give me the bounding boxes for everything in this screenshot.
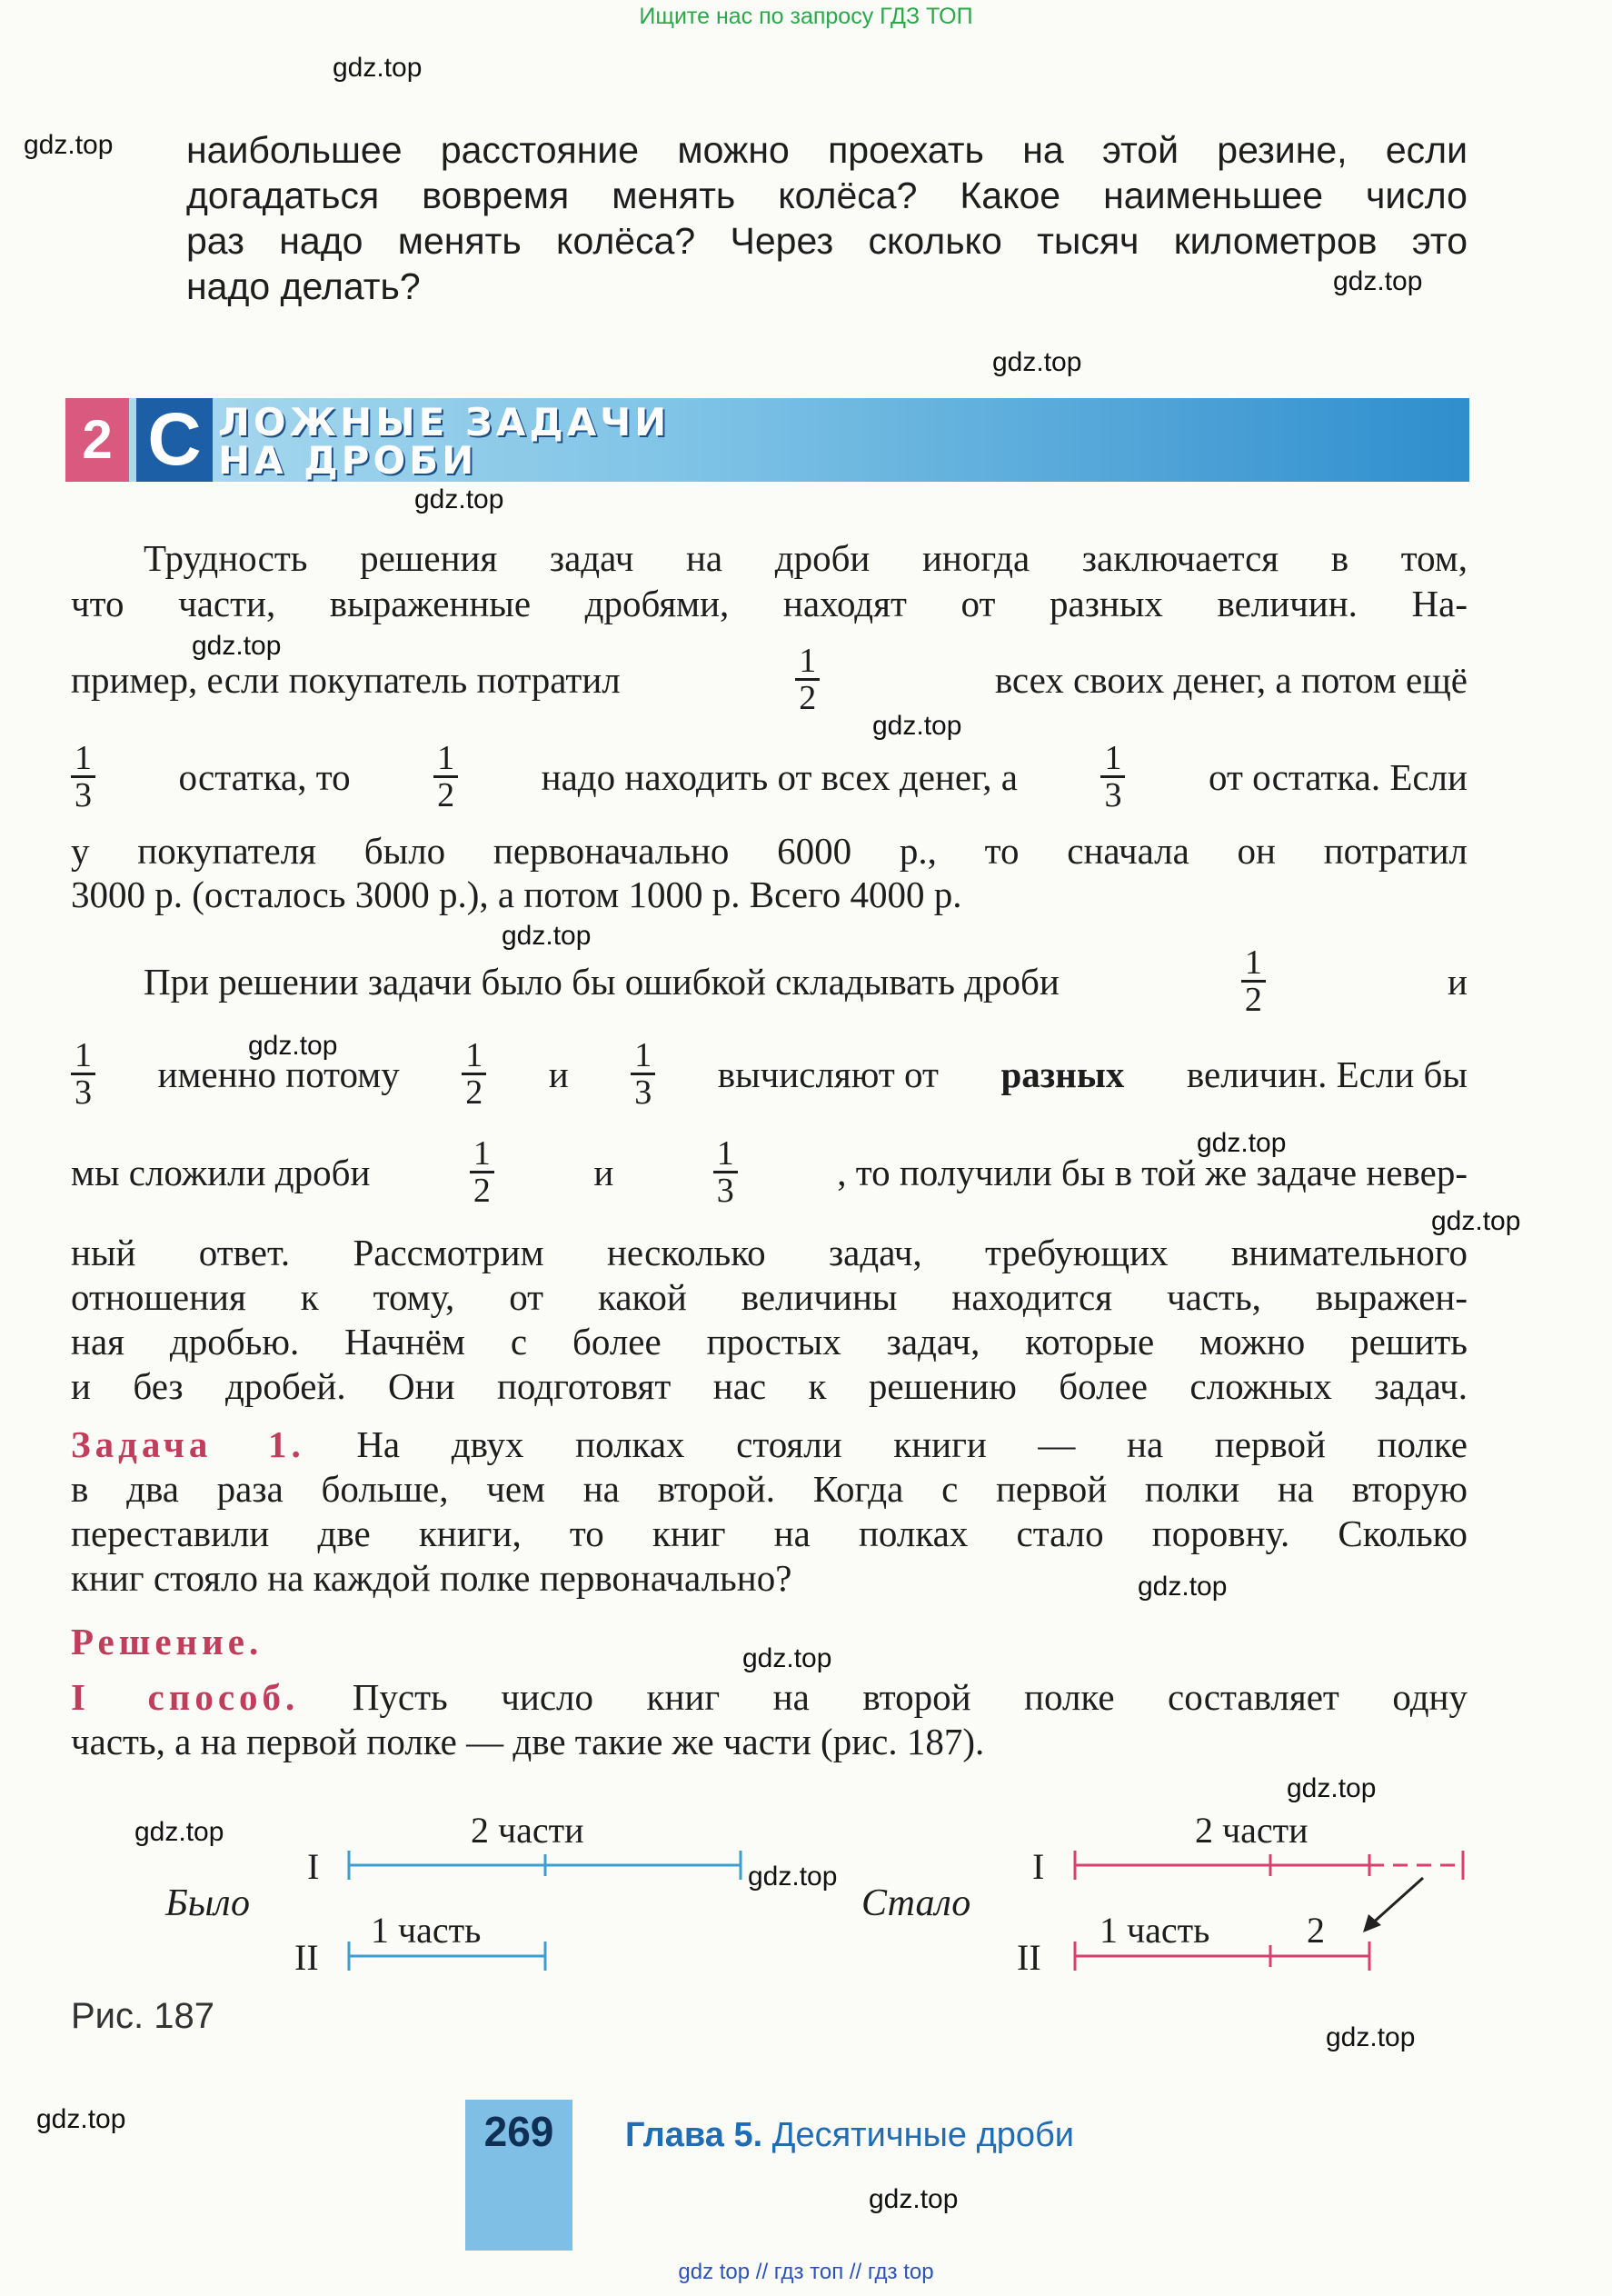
one-part-label: 1 часть bbox=[1100, 1910, 1210, 1951]
task-line: в два раза больше, чем на второй. Когда с первой полки на вторую bbox=[71, 1468, 1468, 1510]
watermark: gdz.top bbox=[502, 921, 592, 951]
fraction-half: $\frac{1}{2}$ bbox=[470, 1136, 494, 1208]
p1-line: 3000 р. (осталось 3000 р.), а потом 1000 р. Всего 4000 р. bbox=[71, 873, 962, 915]
fraction-half: $\frac{1}{2}$ bbox=[795, 644, 820, 715]
p2-line: и без дробей. Они подготовят нас к решению более сложных задач. bbox=[71, 1365, 1468, 1407]
two-parts-label: 2 части bbox=[1195, 1810, 1309, 1851]
p1-line: $\frac{1}{3}$ остатка, то $\frac{1}{2}$ надо находить от всех денег, а $\frac{1}{3}$ от остатка. Если bbox=[71, 741, 1468, 813]
figure-caption: Рис. 187 bbox=[71, 1996, 214, 2036]
shelf-2-label: II bbox=[294, 1937, 319, 1978]
top-banner[interactable]: Ищите нас по запросу ГДЗ ТОП bbox=[639, 4, 973, 29]
watermark: gdz.top bbox=[742, 1643, 832, 1673]
intro-line: догадаться вовремя менять колёса? Какое наименьшее число bbox=[186, 175, 1468, 216]
watermark: gdz.top bbox=[36, 2104, 126, 2134]
fraction-third: $\frac{1}{3}$ bbox=[631, 1038, 655, 1110]
fraction-third: $\frac{1}{3}$ bbox=[71, 741, 95, 813]
watermark: gdz.top bbox=[333, 53, 423, 83]
watermark: gdz.top bbox=[1138, 1572, 1228, 1602]
p2-line: $\frac{1}{3}$ именно потому $\frac{1}{2}$ и $\frac{1}{3}$ вычисляют от разных величин. Если бы bbox=[71, 1038, 1468, 1110]
section-initial: С bbox=[136, 398, 213, 482]
move-arrow bbox=[1363, 1878, 1423, 1932]
p1-line: у покупателя было первоначально 6000 р., то сначала он потратил bbox=[71, 830, 1468, 872]
p1-line: Трудность решения задач на дроби иногда заключается в том, bbox=[144, 537, 1468, 579]
watermark: gdz.top bbox=[414, 484, 504, 514]
intro-line: наибольшее расстояние можно проехать на этой резине, если bbox=[186, 129, 1468, 171]
solution-label: Решение. bbox=[71, 1621, 264, 1662]
after-segments bbox=[1075, 1851, 1463, 1971]
two-parts-label: 2 части bbox=[471, 1810, 584, 1851]
p1-line: пример, если покупатель потратил $\frac{1}{2}$ всех своих денег, а потом ещё bbox=[71, 642, 1468, 717]
p2-line: отношения к тому, от какой величины находится часть, выражен- bbox=[71, 1276, 1468, 1318]
watermark: gdz.top bbox=[24, 130, 114, 160]
watermark: gdz.top bbox=[872, 711, 962, 741]
watermark: gdz.top bbox=[1431, 1206, 1521, 1236]
watermark: gdz.top bbox=[134, 1817, 224, 1847]
task-line: переставили две книги, то книг на полках стало поровну. Сколько bbox=[71, 1512, 1468, 1554]
fraction-half: $\frac{1}{2}$ bbox=[1241, 945, 1266, 1017]
solution-line: I способ. Пусть число книг на второй полке составляет одну bbox=[71, 1676, 1468, 1718]
fraction-third: $\frac{1}{3}$ bbox=[1100, 741, 1125, 813]
p2-line: ный ответ. Рассмотрим несколько задач, требующих внимательного bbox=[71, 1232, 1468, 1273]
fraction-half: $\frac{1}{2}$ bbox=[433, 741, 458, 813]
p2-line: При решении задачи было бы ошибкой складывать дроби $\frac{1}{2}$ и bbox=[144, 943, 1468, 1019]
section-number: 2 bbox=[65, 398, 129, 482]
watermark: gdz.top bbox=[1197, 1128, 1287, 1158]
p2-line: ная дробью. Начнём с более простых задач, которые можно решить bbox=[71, 1321, 1468, 1363]
shelf-1-label: I bbox=[1032, 1846, 1045, 1887]
task-label: Задача 1. bbox=[71, 1423, 305, 1465]
intro-line: надо делать? bbox=[186, 265, 421, 307]
moved-books-label: 2 bbox=[1307, 1910, 1325, 1951]
before-segments bbox=[349, 1851, 741, 1971]
p2-line: мы сложили дроби $\frac{1}{2}$ и $\frac{1}{3}$ , то получили бы в той же задаче невер- bbox=[71, 1134, 1468, 1210]
section-title-line2: НА ДРОБИ bbox=[218, 438, 478, 483]
task-line: книг стояло на каждой полке первоначально? bbox=[71, 1557, 792, 1599]
fraction-third: $\frac{1}{3}$ bbox=[713, 1136, 738, 1208]
watermark: gdz.top bbox=[192, 631, 282, 661]
watermark: gdz.top bbox=[992, 347, 1082, 377]
watermark: gdz.top bbox=[869, 2184, 959, 2214]
fraction-half: $\frac{1}{2}$ bbox=[462, 1038, 486, 1110]
intro-line: раз надо менять колёса? Через сколько тысяч километров это bbox=[186, 220, 1468, 262]
shelf-2-label: II bbox=[1017, 1937, 1041, 1978]
chapter-running-head: Глава 5. Десятичные дроби bbox=[625, 2116, 1075, 2154]
after-label: Стало bbox=[861, 1882, 971, 1924]
shelf-1-label: I bbox=[307, 1846, 320, 1887]
method-label: I способ. bbox=[71, 1676, 300, 1718]
p1-line: что части, выраженные дробями, находят от разных величин. На- bbox=[71, 583, 1468, 624]
solution-line: часть, а на первой полке — две такие же части (рис. 187). bbox=[71, 1721, 985, 1762]
fraction-third: $\frac{1}{3}$ bbox=[71, 1038, 95, 1110]
watermark: gdz.top bbox=[1326, 2022, 1416, 2052]
before-label: Было bbox=[165, 1882, 251, 1924]
task-line: Задача 1. На двух полках стояли книги — на первой полке bbox=[71, 1423, 1468, 1465]
watermark: gdz.top bbox=[1287, 1773, 1377, 1803]
watermark: gdz.top bbox=[748, 1862, 838, 1892]
watermark: gdz.top bbox=[1333, 266, 1423, 296]
page-number: 269 bbox=[483, 2108, 554, 2155]
section-title-line1: ЛОЖНЫЕ ЗАДАЧИ bbox=[218, 400, 671, 444]
one-part-label: 1 часть bbox=[371, 1910, 482, 1951]
watermark: gdz.top bbox=[248, 1031, 338, 1061]
bottom-banner[interactable]: gdz top // гдз топ // гдз top bbox=[678, 2260, 934, 2284]
